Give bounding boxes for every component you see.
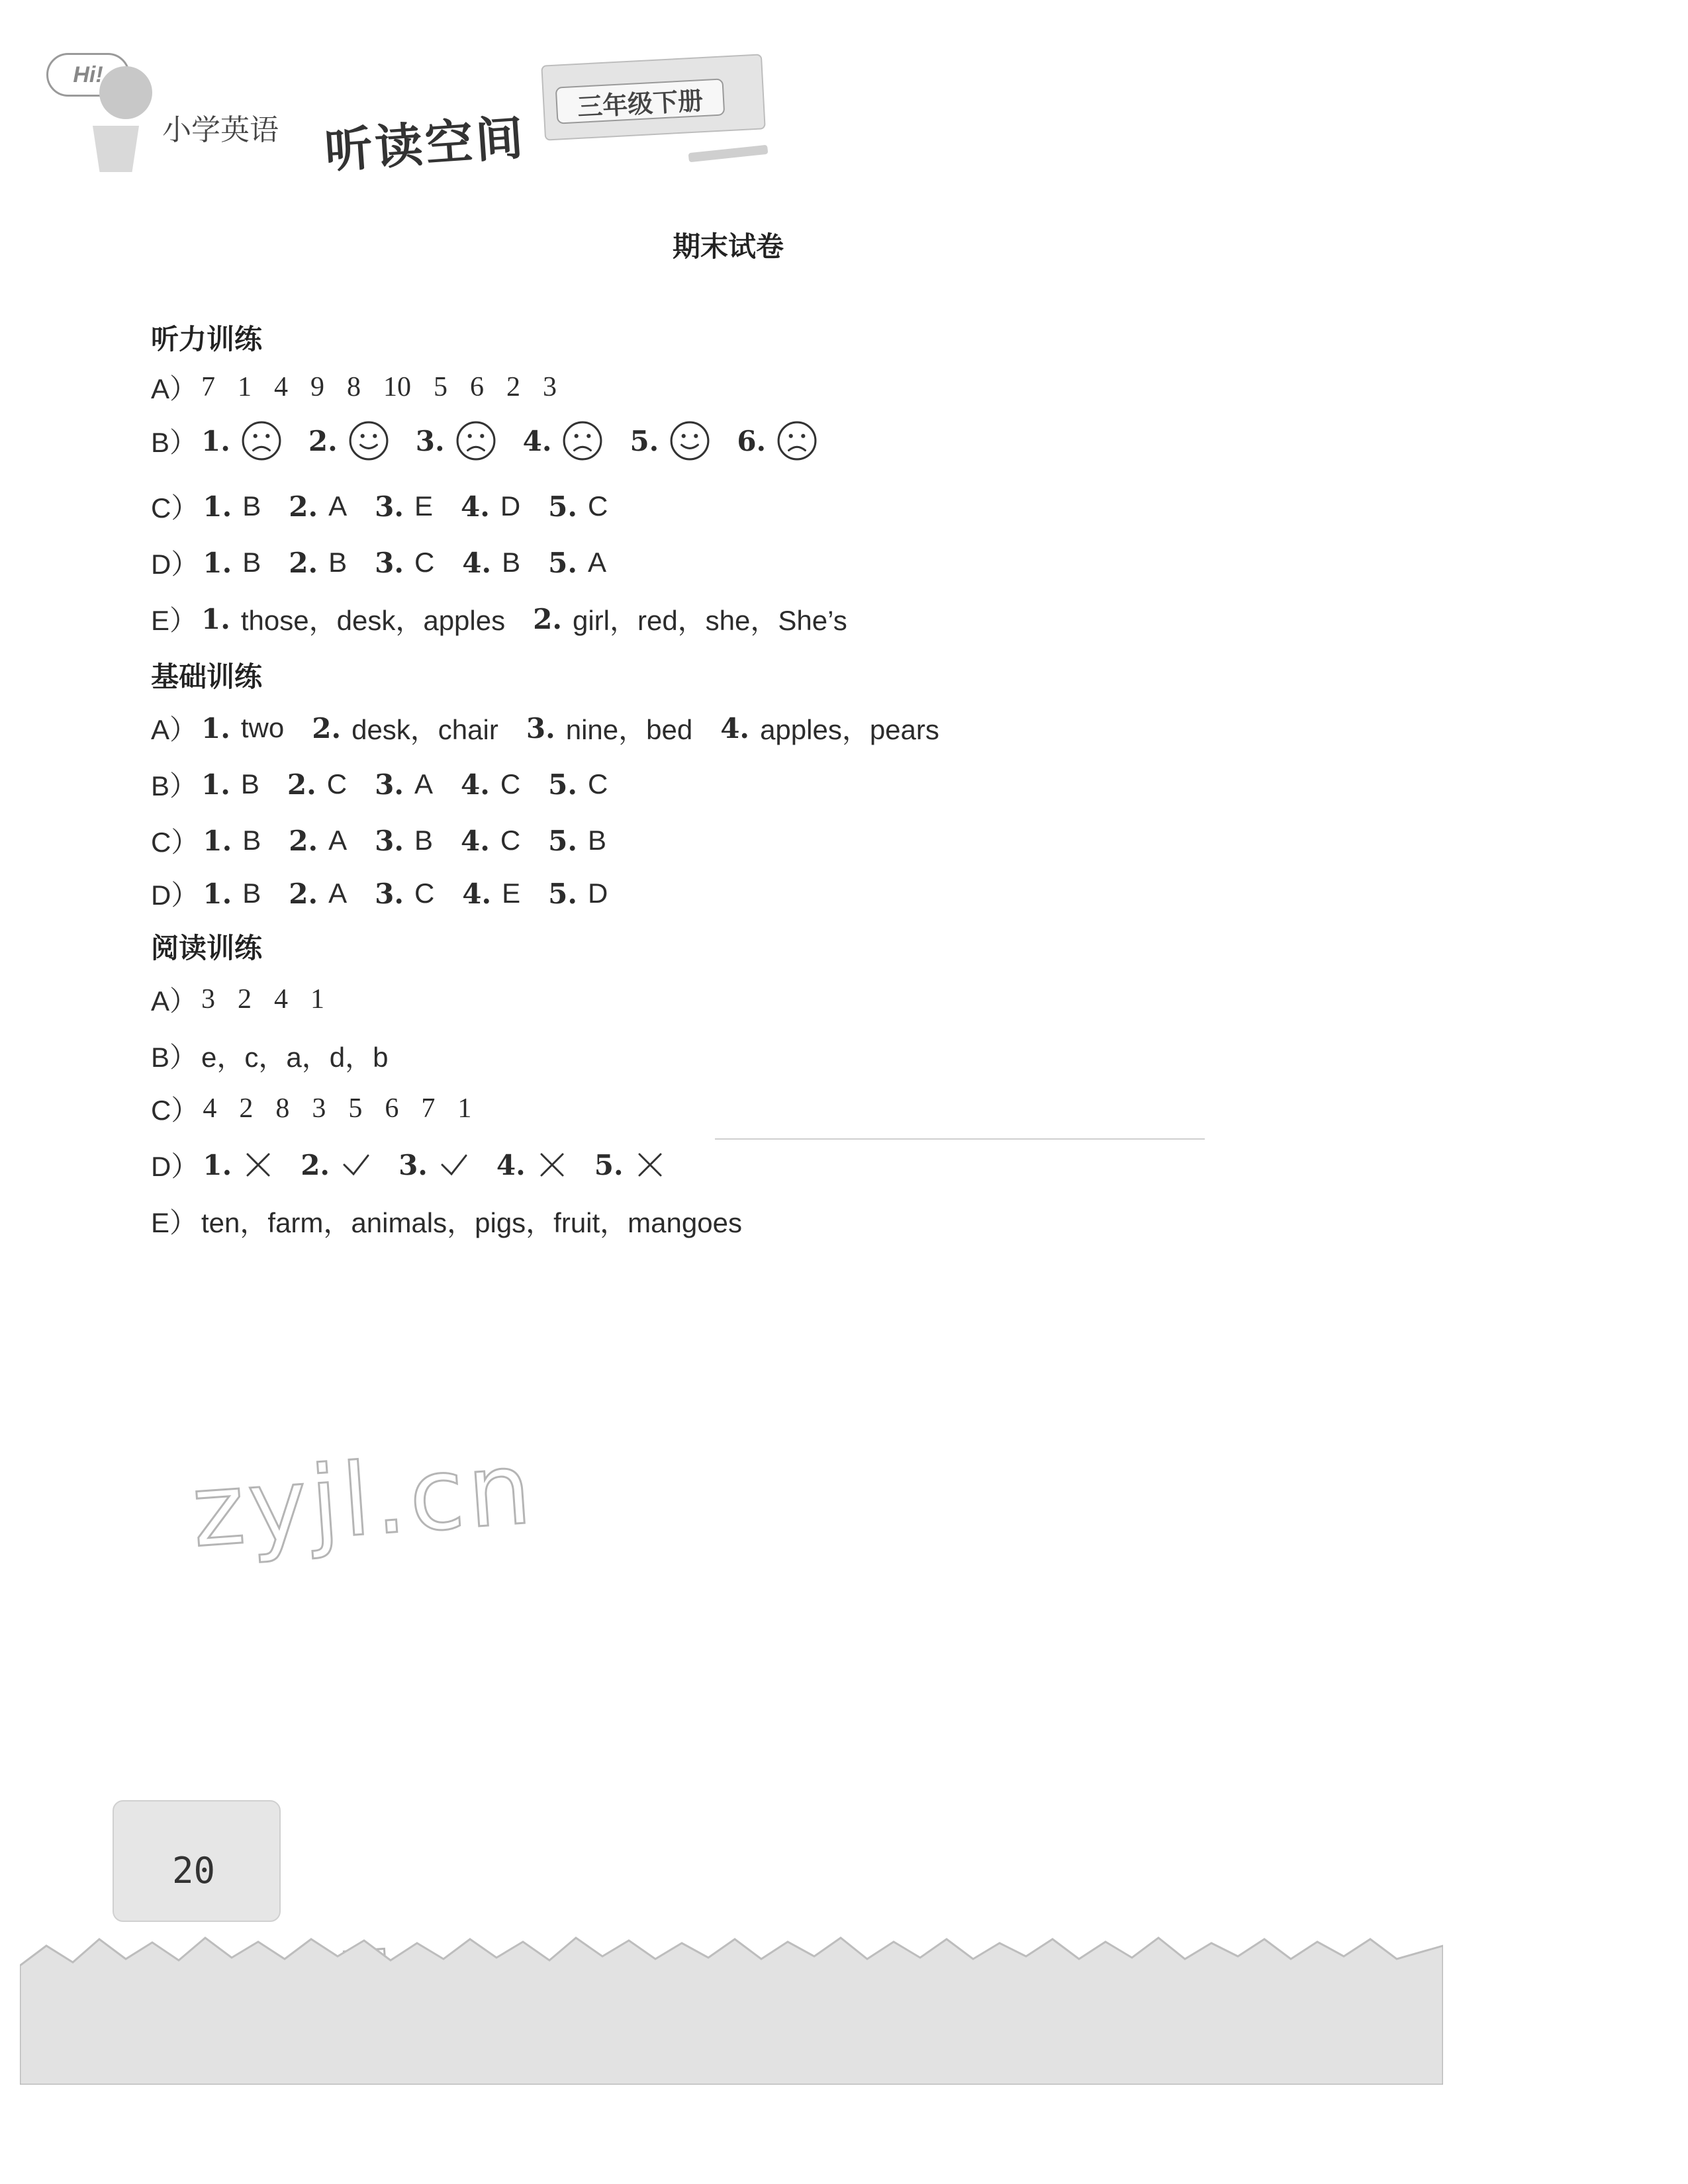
- question-number: 1.: [201, 424, 230, 457]
- section-heading-basic: 基础训练: [151, 660, 263, 693]
- answer-value: B: [242, 825, 261, 856]
- answer-value: desk，chair: [352, 714, 498, 745]
- question-number: 4.: [462, 877, 492, 910]
- answer-value: B: [240, 768, 259, 799]
- answer-value: 8: [275, 1093, 290, 1124]
- question-number: 3.: [375, 546, 404, 579]
- answer-row-listening-e: [151, 599, 875, 639]
- cross-icon: [634, 1149, 666, 1181]
- answer-row-basic-d: [151, 874, 635, 913]
- cross-icon: [536, 1149, 568, 1181]
- answer-value: A: [328, 490, 348, 522]
- question-number: 3.: [375, 768, 404, 801]
- answer-value: 10: [383, 372, 412, 402]
- answer-value: 2: [506, 372, 521, 402]
- answer-row-listening-a: [151, 367, 579, 407]
- sad-face-icon: [776, 420, 818, 461]
- grass-border-icon: [20, 1886, 1443, 2085]
- answer-row-reading-d: [151, 1145, 692, 1185]
- grade-badge: 三年级下册: [555, 78, 726, 124]
- answer-value: 1: [310, 984, 325, 1015]
- page-title: 期末试卷: [672, 230, 784, 263]
- item-label: B）: [151, 770, 198, 801]
- flower-pot-icon: [93, 126, 139, 172]
- answer-value: B: [242, 878, 261, 909]
- question-number: 3.: [415, 424, 445, 457]
- question-number: 1.: [203, 490, 232, 523]
- question-number: 1.: [203, 824, 232, 857]
- check-icon: [438, 1149, 470, 1181]
- question-number: 3.: [526, 711, 555, 745]
- answer-value: 8: [347, 372, 361, 402]
- question-number: 2.: [289, 546, 318, 579]
- answer-value: ten，farm，animals，pigs，fruit，mangoes: [201, 1207, 742, 1238]
- item-label: D）: [151, 880, 199, 911]
- section-heading-reading: 阅读训练: [151, 932, 263, 964]
- question-number: 2.: [301, 1148, 330, 1181]
- answer-value: 6: [470, 372, 485, 402]
- answer-value: 6: [385, 1093, 399, 1124]
- sad-face-icon: [562, 420, 603, 461]
- question-number: 4.: [720, 711, 750, 745]
- question-number: 4.: [496, 1148, 526, 1181]
- page-number: 20: [172, 1850, 216, 1891]
- answer-value: B: [242, 490, 261, 522]
- series-name: 小学英语: [162, 113, 279, 147]
- answer-value: 7: [201, 372, 216, 402]
- answer-value: C: [414, 547, 435, 578]
- cross-icon: [242, 1149, 274, 1181]
- question-number: 1.: [203, 877, 232, 910]
- question-number: 1.: [203, 1148, 232, 1181]
- answer-row-reading-c: [151, 1089, 494, 1128]
- answer-value: A: [328, 825, 348, 856]
- answer-value: two: [240, 712, 285, 743]
- answer-value: E: [414, 490, 433, 522]
- question-number: 2.: [312, 711, 342, 745]
- answer-value: B: [242, 547, 261, 578]
- answer-value: 9: [310, 372, 325, 402]
- answer-value: apples，pears: [760, 714, 939, 745]
- answer-value: 5: [434, 372, 448, 402]
- question-number: 5.: [548, 877, 578, 910]
- answer-value: 4: [203, 1093, 217, 1124]
- question-number: 2.: [289, 877, 318, 910]
- question-number: 5.: [548, 490, 578, 523]
- pencil-icon: [688, 145, 769, 162]
- question-number: 5.: [548, 546, 578, 579]
- answer-value: C: [500, 825, 521, 856]
- happy-face-icon: [348, 420, 389, 461]
- item-label: D）: [151, 549, 199, 580]
- answer-row-reading-b: [151, 1036, 416, 1075]
- question-number: 1.: [203, 546, 232, 579]
- answer-row-listening-d: [151, 543, 634, 582]
- answer-row-basic-b: [151, 764, 635, 804]
- answer-value: E: [502, 878, 521, 909]
- answer-row-basic-c: [151, 821, 634, 860]
- question-number: 4.: [460, 490, 490, 523]
- answer-value: D: [588, 878, 608, 909]
- answer-value: C: [326, 768, 348, 799]
- sad-face-icon: [241, 420, 282, 461]
- answer-value: C: [500, 768, 521, 799]
- question-number: 4.: [462, 546, 492, 579]
- item-label: A）: [151, 373, 198, 404]
- answer-value: B: [588, 825, 607, 856]
- answer-value: A: [588, 547, 607, 578]
- question-number: 3.: [399, 1148, 428, 1181]
- answer-value: D: [500, 490, 521, 522]
- answer-value: 7: [421, 1093, 436, 1124]
- happy-face-icon: [669, 420, 710, 461]
- question-number: 4.: [460, 824, 490, 857]
- answer-row-basic-a: [151, 708, 967, 748]
- question-number: 4.: [460, 768, 490, 801]
- answer-value: 1: [238, 372, 252, 402]
- item-label: A）: [151, 714, 198, 745]
- item-label: D）: [151, 1151, 199, 1182]
- question-number: 5.: [548, 768, 578, 801]
- item-label: C）: [151, 827, 199, 858]
- answer-value: C: [414, 878, 435, 909]
- question-number: 6.: [737, 424, 767, 457]
- item-label: E）: [151, 605, 198, 636]
- question-number: 3.: [375, 824, 404, 857]
- answer-value: 2: [238, 984, 252, 1015]
- question-number: 5.: [594, 1148, 624, 1181]
- item-label: A）: [151, 985, 198, 1017]
- answer-value: 3: [543, 372, 557, 402]
- divider-line: [715, 1138, 1205, 1140]
- answer-row-listening-c: [151, 486, 635, 526]
- answer-value: A: [414, 768, 433, 799]
- question-number: 1.: [201, 768, 230, 801]
- answer-value: nine，bed: [565, 714, 693, 745]
- answer-value: A: [328, 878, 348, 909]
- answer-value: B: [414, 825, 433, 856]
- answer-value: 3: [201, 984, 216, 1015]
- answer-value: 5: [348, 1093, 363, 1124]
- question-number: 2.: [289, 490, 318, 523]
- answer-value: 3: [312, 1093, 326, 1124]
- question-number: 5.: [630, 424, 659, 457]
- watermark: zyjl.cn: [188, 1431, 539, 1570]
- answer-value: B: [502, 547, 521, 578]
- answer-value: e，c，a，d，b: [201, 1042, 389, 1073]
- sad-face-icon: [455, 420, 496, 461]
- question-number: 3.: [375, 490, 404, 523]
- answer-row-reading-a: [151, 979, 347, 1019]
- hi-bubble: Hi!: [46, 53, 130, 97]
- question-number: 1.: [201, 711, 230, 745]
- question-number: 2.: [308, 424, 338, 457]
- question-number: 2.: [289, 824, 318, 857]
- item-label: C）: [151, 1095, 199, 1126]
- answer-value: C: [588, 768, 608, 799]
- answer-value: 2: [239, 1093, 254, 1124]
- check-icon: [340, 1149, 372, 1181]
- book-title: 听读空间: [322, 109, 528, 179]
- item-label: B）: [151, 427, 198, 458]
- item-label: C）: [151, 492, 199, 523]
- question-number: 5.: [548, 824, 578, 857]
- answer-row-reading-e: [151, 1201, 770, 1241]
- question-number: 2.: [533, 602, 562, 635]
- answer-value: girl，red，she，She’s: [572, 605, 847, 636]
- answer-value: 4: [274, 372, 289, 402]
- answer-row-listening-b: [151, 420, 844, 461]
- item-label: E）: [151, 1207, 198, 1238]
- answer-value: B: [328, 547, 348, 578]
- answer-value: 4: [274, 984, 289, 1015]
- question-number: 3.: [375, 877, 404, 910]
- question-number: 2.: [287, 768, 316, 801]
- item-label: B）: [151, 1042, 198, 1073]
- section-heading-listening: 听力训练: [151, 323, 263, 355]
- answer-value: C: [588, 490, 608, 522]
- flower-icon: [99, 66, 152, 119]
- answer-value: those，desk，apples: [240, 605, 506, 636]
- question-number: 1.: [201, 602, 230, 635]
- answer-value: 1: [457, 1093, 472, 1124]
- question-number: 4.: [522, 424, 552, 457]
